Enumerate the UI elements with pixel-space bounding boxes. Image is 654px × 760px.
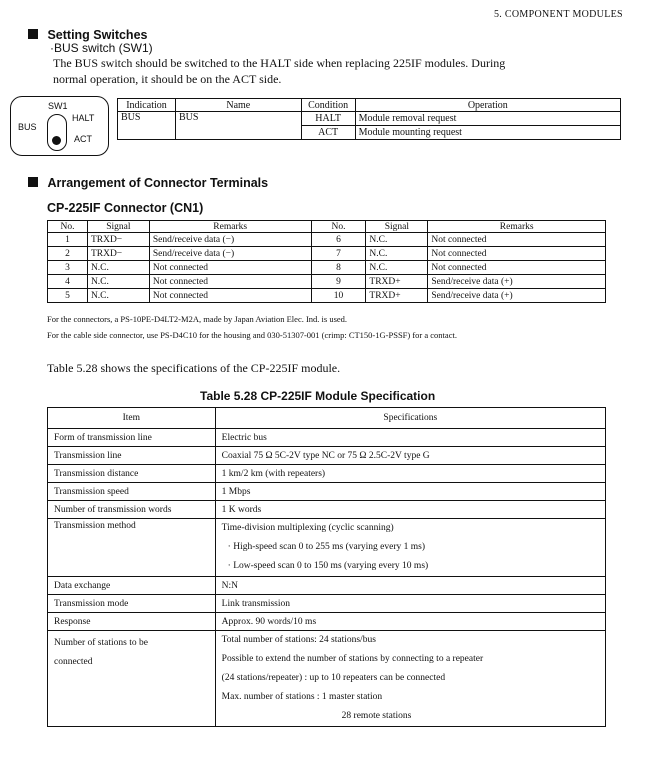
- cell-item: Number of transmission words: [48, 501, 216, 519]
- cell-signal: N.C.: [87, 289, 149, 303]
- cell-signal: N.C.: [366, 247, 428, 261]
- col-signal: Signal: [366, 221, 428, 233]
- cell-spec: Link transmission: [215, 595, 605, 613]
- stations-line-2: Possible to extend the number of stations by connecting to a repeater: [221, 654, 484, 664]
- switch-lever-icon: [52, 136, 61, 145]
- bus-switch-subheading: ·BUS switch (SW1): [50, 41, 153, 55]
- cell-condition: HALT: [301, 112, 355, 126]
- cell-no: 8: [311, 261, 366, 275]
- switch-description-line1: The BUS switch should be switched to the HALT side when replacing 225IF modules. During: [53, 56, 506, 70]
- cell-remarks: Send/receive data (+): [428, 275, 606, 289]
- cell-no: 3: [48, 261, 88, 275]
- switch-table-header: [118, 99, 621, 112]
- cell-spec: N:N: [215, 577, 605, 595]
- connector-note-1: For the connectors, a PS-10PE-D4LT2-M2A, made by Japan Aviation Elec. Ind. is used.: [47, 314, 348, 324]
- cell-remarks: Send/receive data (−): [149, 233, 311, 247]
- col-name: Name: [175, 99, 301, 112]
- cell-item: Form of transmission line: [48, 429, 216, 447]
- table-row: [48, 233, 606, 247]
- cell-remarks: Not connected: [149, 289, 311, 303]
- cell-no: 9: [311, 275, 366, 289]
- cell-item: Transmission speed: [48, 483, 216, 501]
- switch-diagram: [10, 96, 109, 156]
- table-row: [48, 447, 606, 465]
- table-row: [48, 501, 606, 519]
- cell-signal: N.C.: [87, 261, 149, 275]
- cell-operation: Module removal request: [355, 112, 620, 126]
- bus-switch-subheading-text: BUS switch (SW1): [54, 41, 153, 55]
- cell-spec: [215, 631, 605, 727]
- cell-no: 7: [311, 247, 366, 261]
- col-condition: Condition: [301, 99, 355, 112]
- cell-no: 4: [48, 275, 88, 289]
- chapter-header: 5. COMPONENT MODULES: [494, 9, 623, 20]
- switch-table: [117, 98, 621, 140]
- cell-no: 5: [48, 289, 88, 303]
- cell-remarks: Not connected: [428, 233, 606, 247]
- cell-no: 10: [311, 289, 366, 303]
- table-row: [48, 261, 606, 275]
- cell-signal: TRXD−: [87, 233, 149, 247]
- col-remarks: Remarks: [428, 221, 606, 233]
- cell-remarks: Not connected: [428, 261, 606, 275]
- col-indication: Indication: [118, 99, 176, 112]
- switch-description-line2: normal operation, it should be on the ACT side.: [53, 72, 282, 86]
- stations-line-4: Max. number of stations : 1 master station: [221, 692, 383, 702]
- table-row: [48, 631, 606, 727]
- stations-line-3: (24 stations/repeater) : up to 10 repeaters can be connected: [221, 673, 446, 683]
- cell-item: Transmission line: [48, 447, 216, 465]
- method-line-1: Time-division multiplexing (cyclic scanning): [221, 523, 394, 533]
- table-row: [48, 483, 606, 501]
- cell-spec: Electric bus: [215, 429, 605, 447]
- connector-note-2: For the cable side connector, use PS-D4C10 for the housing and 030-51307-001 (crimp: CT150-1G-PSSF) for a contact.: [47, 330, 457, 340]
- cell-operation: Module mounting request: [355, 126, 620, 140]
- connector-subheading: CP-225IF Connector (CN1): [47, 201, 204, 215]
- table-row: [48, 429, 606, 447]
- connector-section: [28, 174, 268, 192]
- col-remarks: Remarks: [149, 221, 311, 233]
- cell-remarks: Send/receive data (+): [428, 289, 606, 303]
- cell-remarks: Not connected: [149, 275, 311, 289]
- cell-spec: 1 km/2 km (with repeaters): [215, 465, 605, 483]
- table-row: [48, 289, 606, 303]
- method-line-3: · Low-speed scan 0 to 150 ms (varying every 10 ms): [227, 561, 429, 571]
- stations-line-1: Total number of stations: 24 stations/bus: [221, 635, 376, 645]
- col-operation: Operation: [355, 99, 620, 112]
- col-specifications: Specifications: [215, 408, 605, 429]
- cell-signal: TRXD−: [87, 247, 149, 261]
- cell-no: 6: [311, 233, 366, 247]
- switch-halt-label: HALT: [72, 113, 95, 123]
- col-no: No.: [48, 221, 88, 233]
- stations-item-line-1: Number of stations to be: [54, 638, 148, 648]
- switch-sw1-label: SW1: [48, 101, 68, 111]
- cell-indication: BUS: [118, 112, 176, 140]
- cell-no: 1: [48, 233, 88, 247]
- cell-condition: ACT: [301, 126, 355, 140]
- cell-name: BUS: [175, 112, 301, 140]
- connector-heading: Arrangement of Connector Terminals: [47, 176, 269, 190]
- section-bullet-icon: [28, 177, 38, 187]
- spec-table-title: Table 5.28 CP-225IF Module Specification: [200, 389, 436, 403]
- switch-bus-label: BUS: [18, 122, 37, 132]
- method-line-2: · High-speed scan 0 to 255 ms (varying every 1 ms): [227, 542, 426, 552]
- spec-table-header: [48, 408, 606, 429]
- col-no: No.: [311, 221, 366, 233]
- table-row: [48, 577, 606, 595]
- cell-item: Transmission mode: [48, 595, 216, 613]
- cell-item: Transmission method: [48, 519, 216, 577]
- cell-remarks: Not connected: [149, 261, 311, 275]
- cell-spec: 1 Mbps: [215, 483, 605, 501]
- cell-signal: TRXD+: [366, 289, 428, 303]
- cell-signal: TRXD+: [366, 275, 428, 289]
- connector-table: [47, 220, 606, 303]
- cell-remarks: Send/receive data (−): [149, 247, 311, 261]
- section-bullet-icon: [28, 29, 38, 39]
- connector-table-header: [48, 221, 606, 233]
- switch-act-label: ACT: [74, 134, 92, 144]
- col-item: Item: [48, 408, 216, 429]
- cell-signal: N.C.: [366, 261, 428, 275]
- stations-line-5: 28 remote stations: [341, 711, 412, 721]
- intro-text: Table 5.28 shows the specifications of the CP-225IF module.: [47, 361, 341, 375]
- cell-signal: N.C.: [366, 233, 428, 247]
- cell-remarks: Not connected: [428, 247, 606, 261]
- table-row: [48, 519, 606, 577]
- table-row: [48, 275, 606, 289]
- cell-spec: Approx. 90 words/10 ms: [215, 613, 605, 631]
- spec-table: [47, 407, 606, 727]
- cell-spec: Coaxial 75 Ω 5C-2V type NC or 75 Ω 2.5C-2V type G: [215, 447, 605, 465]
- table-row: [48, 595, 606, 613]
- switch-body: [47, 114, 67, 151]
- table-row: [118, 112, 621, 126]
- setting-switches-heading: Setting Switches: [47, 28, 148, 42]
- cell-spec: [215, 519, 605, 577]
- stations-item-line-2: connected: [54, 657, 93, 667]
- cell-item: Transmission distance: [48, 465, 216, 483]
- col-signal: Signal: [87, 221, 149, 233]
- cell-spec: 1 K words: [215, 501, 605, 519]
- table-row: [48, 247, 606, 261]
- table-row: [48, 613, 606, 631]
- cell-item: Data exchange: [48, 577, 216, 595]
- cell-item: Response: [48, 613, 216, 631]
- table-row: [48, 465, 606, 483]
- cell-signal: N.C.: [87, 275, 149, 289]
- cell-no: 2: [48, 247, 88, 261]
- cell-item: [48, 631, 216, 727]
